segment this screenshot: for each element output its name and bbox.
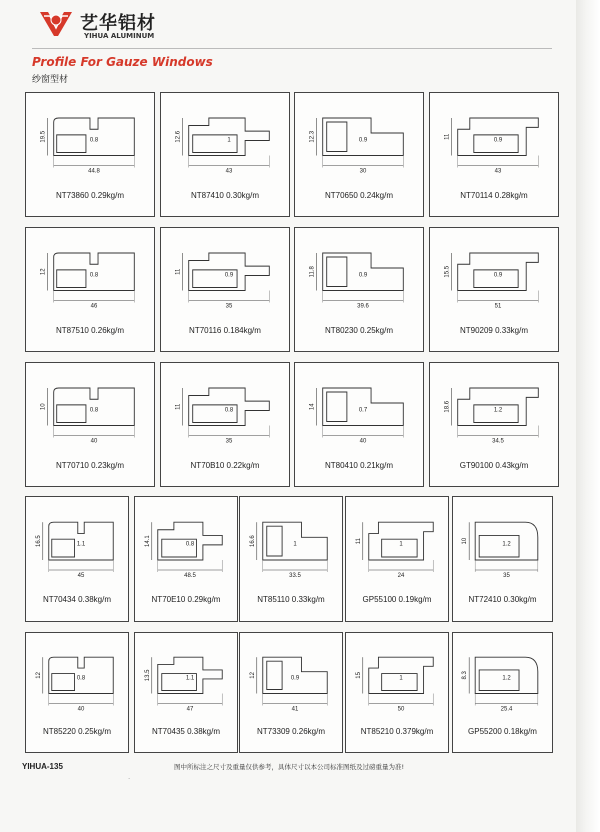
brand-name-en: YIHUA ALUMINUM	[84, 32, 155, 40]
thickness-dimension-label: 1.2	[502, 541, 511, 548]
profile-cell	[452, 496, 553, 622]
profile-label: GP55200 0.18kg/m	[468, 727, 537, 736]
height-dimension-label: 16.6	[249, 535, 256, 547]
thickness-dimension-label: 1.2	[502, 675, 511, 682]
height-dimension-label: 10	[462, 537, 469, 545]
profile-label: NT90209 0.33kg/m	[459, 326, 529, 335]
width-dimension-label: 47	[186, 706, 194, 713]
width-dimension-label: 51	[494, 303, 502, 310]
width-dimension-label: 40	[359, 438, 367, 445]
width-dimension-label: 43	[494, 168, 502, 175]
profile-cell	[294, 362, 424, 487]
thickness-dimension-label: 0.9	[290, 675, 300, 682]
height-dimension-label: 14	[309, 403, 316, 411]
thickness-dimension-label: 0.7	[358, 407, 368, 414]
thickness-dimension-label: 1	[399, 541, 403, 548]
profile-label: NT85110 0.33kg/m	[257, 595, 325, 604]
profile-label: NT73309 0.26kg/m	[256, 727, 326, 736]
profile-label: NT70650 0.24kg/m	[324, 191, 394, 200]
profile-cell	[452, 632, 553, 753]
height-dimension-label: 8.3	[462, 671, 469, 680]
thickness-dimension-label: 0.9	[493, 137, 503, 144]
height-dimension-label: 11	[444, 133, 451, 140]
width-dimension-label: 45	[77, 573, 85, 579]
width-dimension-label: 46	[90, 303, 98, 310]
footnote: 图中所标注之尺寸及重量仅供参考，具体尺寸以本公司标准图纸及过磅重量为准!	[174, 763, 405, 771]
height-dimension-label: 12.6	[175, 130, 182, 143]
header-divider	[32, 48, 552, 49]
thickness-dimension-label: 0.8	[224, 407, 234, 414]
profile-cell	[429, 92, 559, 217]
width-dimension-label: 24	[397, 573, 405, 579]
section-title-cn: 纱窗型材	[32, 75, 69, 85]
thickness-dimension-label: 1	[227, 137, 231, 144]
profile-cell	[160, 362, 290, 487]
thickness-dimension-label: 0.8	[89, 137, 99, 144]
height-dimension-label: 15.5	[444, 265, 451, 278]
profile-label: NT87510 0.26kg/m	[55, 326, 125, 335]
height-dimension-label: 15	[355, 672, 362, 679]
profile-cell	[25, 362, 155, 487]
profile-cell	[134, 496, 238, 622]
thickness-dimension-label: 0.9	[224, 272, 234, 279]
profile-label: NT80230 0.25kg/m	[324, 326, 394, 335]
thickness-dimension-label: 0.8	[89, 407, 99, 414]
profile-cell	[345, 496, 449, 622]
profile-label: NT80410 0.21kg/m	[324, 461, 394, 470]
width-dimension-label: 34.5	[492, 438, 504, 445]
brand-name-cn: 艺华铝材	[80, 13, 156, 34]
width-dimension-label: 35	[225, 303, 233, 310]
thickness-dimension-label: 1	[399, 675, 403, 682]
height-dimension-label: 10	[40, 403, 47, 411]
profile-cell	[429, 362, 559, 487]
profile-cell	[429, 227, 559, 352]
profile-cell	[294, 227, 424, 352]
width-dimension-label: 44.8	[88, 168, 100, 175]
width-dimension-label: 50	[397, 706, 405, 713]
profile-label: NT70116 0.184kg/m	[189, 326, 261, 335]
height-dimension-label: 12	[40, 268, 47, 276]
section-title-en: Profile For Gauze Windows	[32, 55, 213, 69]
height-dimension-label: 11	[175, 403, 182, 410]
profile-cell	[160, 227, 290, 352]
profile-cell	[239, 632, 343, 753]
thickness-dimension-label: 0.8	[76, 675, 86, 682]
profile-label: GP55100 0.19kg/m	[362, 595, 432, 604]
profile-label: NT87410 0.30kg/m	[190, 191, 260, 200]
profile-cell	[25, 92, 155, 217]
profile-cell	[239, 496, 343, 622]
thickness-dimension-label: 0.9	[493, 272, 503, 279]
profile-label: NT85220 0.25kg/m	[42, 727, 112, 736]
thickness-dimension-label: 0.9	[358, 272, 368, 279]
height-dimension-label: 12	[35, 672, 42, 679]
profile-label: NT70114 0.28kg/m	[460, 191, 528, 200]
thickness-dimension-label: 1	[293, 541, 297, 548]
profile-cell	[160, 92, 290, 217]
thickness-dimension-label: 1.1	[185, 675, 195, 682]
width-dimension-label: 25.4	[500, 706, 513, 713]
profile-label: NT70435 0.38kg/m	[151, 727, 221, 736]
profile-label: NT85210 0.379kg/m	[360, 727, 434, 736]
height-dimension-label: 13.5	[144, 669, 151, 682]
yihua-logo-icon	[38, 8, 74, 38]
profile-cell	[25, 496, 129, 622]
page-number: YIHUA-135	[22, 762, 63, 771]
height-dimension-label: 12	[249, 672, 256, 679]
height-dimension-label: 19.5	[40, 130, 47, 143]
profile-label: NT73860 0.29kg/m	[55, 191, 125, 200]
height-dimension-label: 12.3	[309, 130, 316, 143]
thickness-dimension-label: 1.2	[493, 407, 503, 414]
scan-mark: ·	[128, 775, 131, 783]
width-dimension-label: 33.5	[289, 573, 301, 579]
profile-label: NT72410 0.30kg/m	[468, 595, 537, 604]
height-dimension-label: 14.1	[144, 535, 151, 547]
width-dimension-label: 40	[77, 706, 85, 713]
profile-cell	[345, 632, 449, 753]
profile-label: NT70B10 0.22kg/m	[190, 461, 260, 470]
profile-label: NT70710 0.23kg/m	[55, 461, 125, 470]
profile-cell	[294, 92, 424, 217]
profile-label: GT90100 0.43kg/m	[459, 461, 529, 470]
profile-label: NT70E10 0.29kg/m	[151, 595, 221, 604]
thickness-dimension-label: 0.8	[185, 541, 195, 548]
width-dimension-label: 40	[90, 438, 98, 445]
thickness-dimension-label: 0.9	[358, 137, 368, 144]
height-dimension-label: 11	[355, 537, 362, 545]
thickness-dimension-label: 1.1	[76, 541, 86, 548]
width-dimension-label: 30	[359, 168, 367, 175]
width-dimension-label: 35	[503, 573, 510, 579]
profile-cell	[25, 632, 129, 753]
width-dimension-label: 35	[225, 438, 233, 445]
page-edge-shadow	[576, 0, 600, 832]
width-dimension-label: 41	[291, 706, 299, 713]
width-dimension-label: 48.5	[184, 573, 196, 579]
height-dimension-label: 16.5	[35, 535, 42, 547]
width-dimension-label: 39.6	[357, 303, 369, 310]
height-dimension-label: 18.6	[444, 400, 451, 413]
profile-cell	[134, 632, 238, 753]
width-dimension-label: 43	[225, 168, 233, 175]
profile-cell	[25, 227, 155, 352]
height-dimension-label: 11	[175, 268, 182, 275]
thickness-dimension-label: 0.8	[89, 272, 99, 279]
height-dimension-label: 11.8	[309, 266, 316, 278]
profile-label: NT70434 0.38kg/m	[42, 595, 112, 604]
